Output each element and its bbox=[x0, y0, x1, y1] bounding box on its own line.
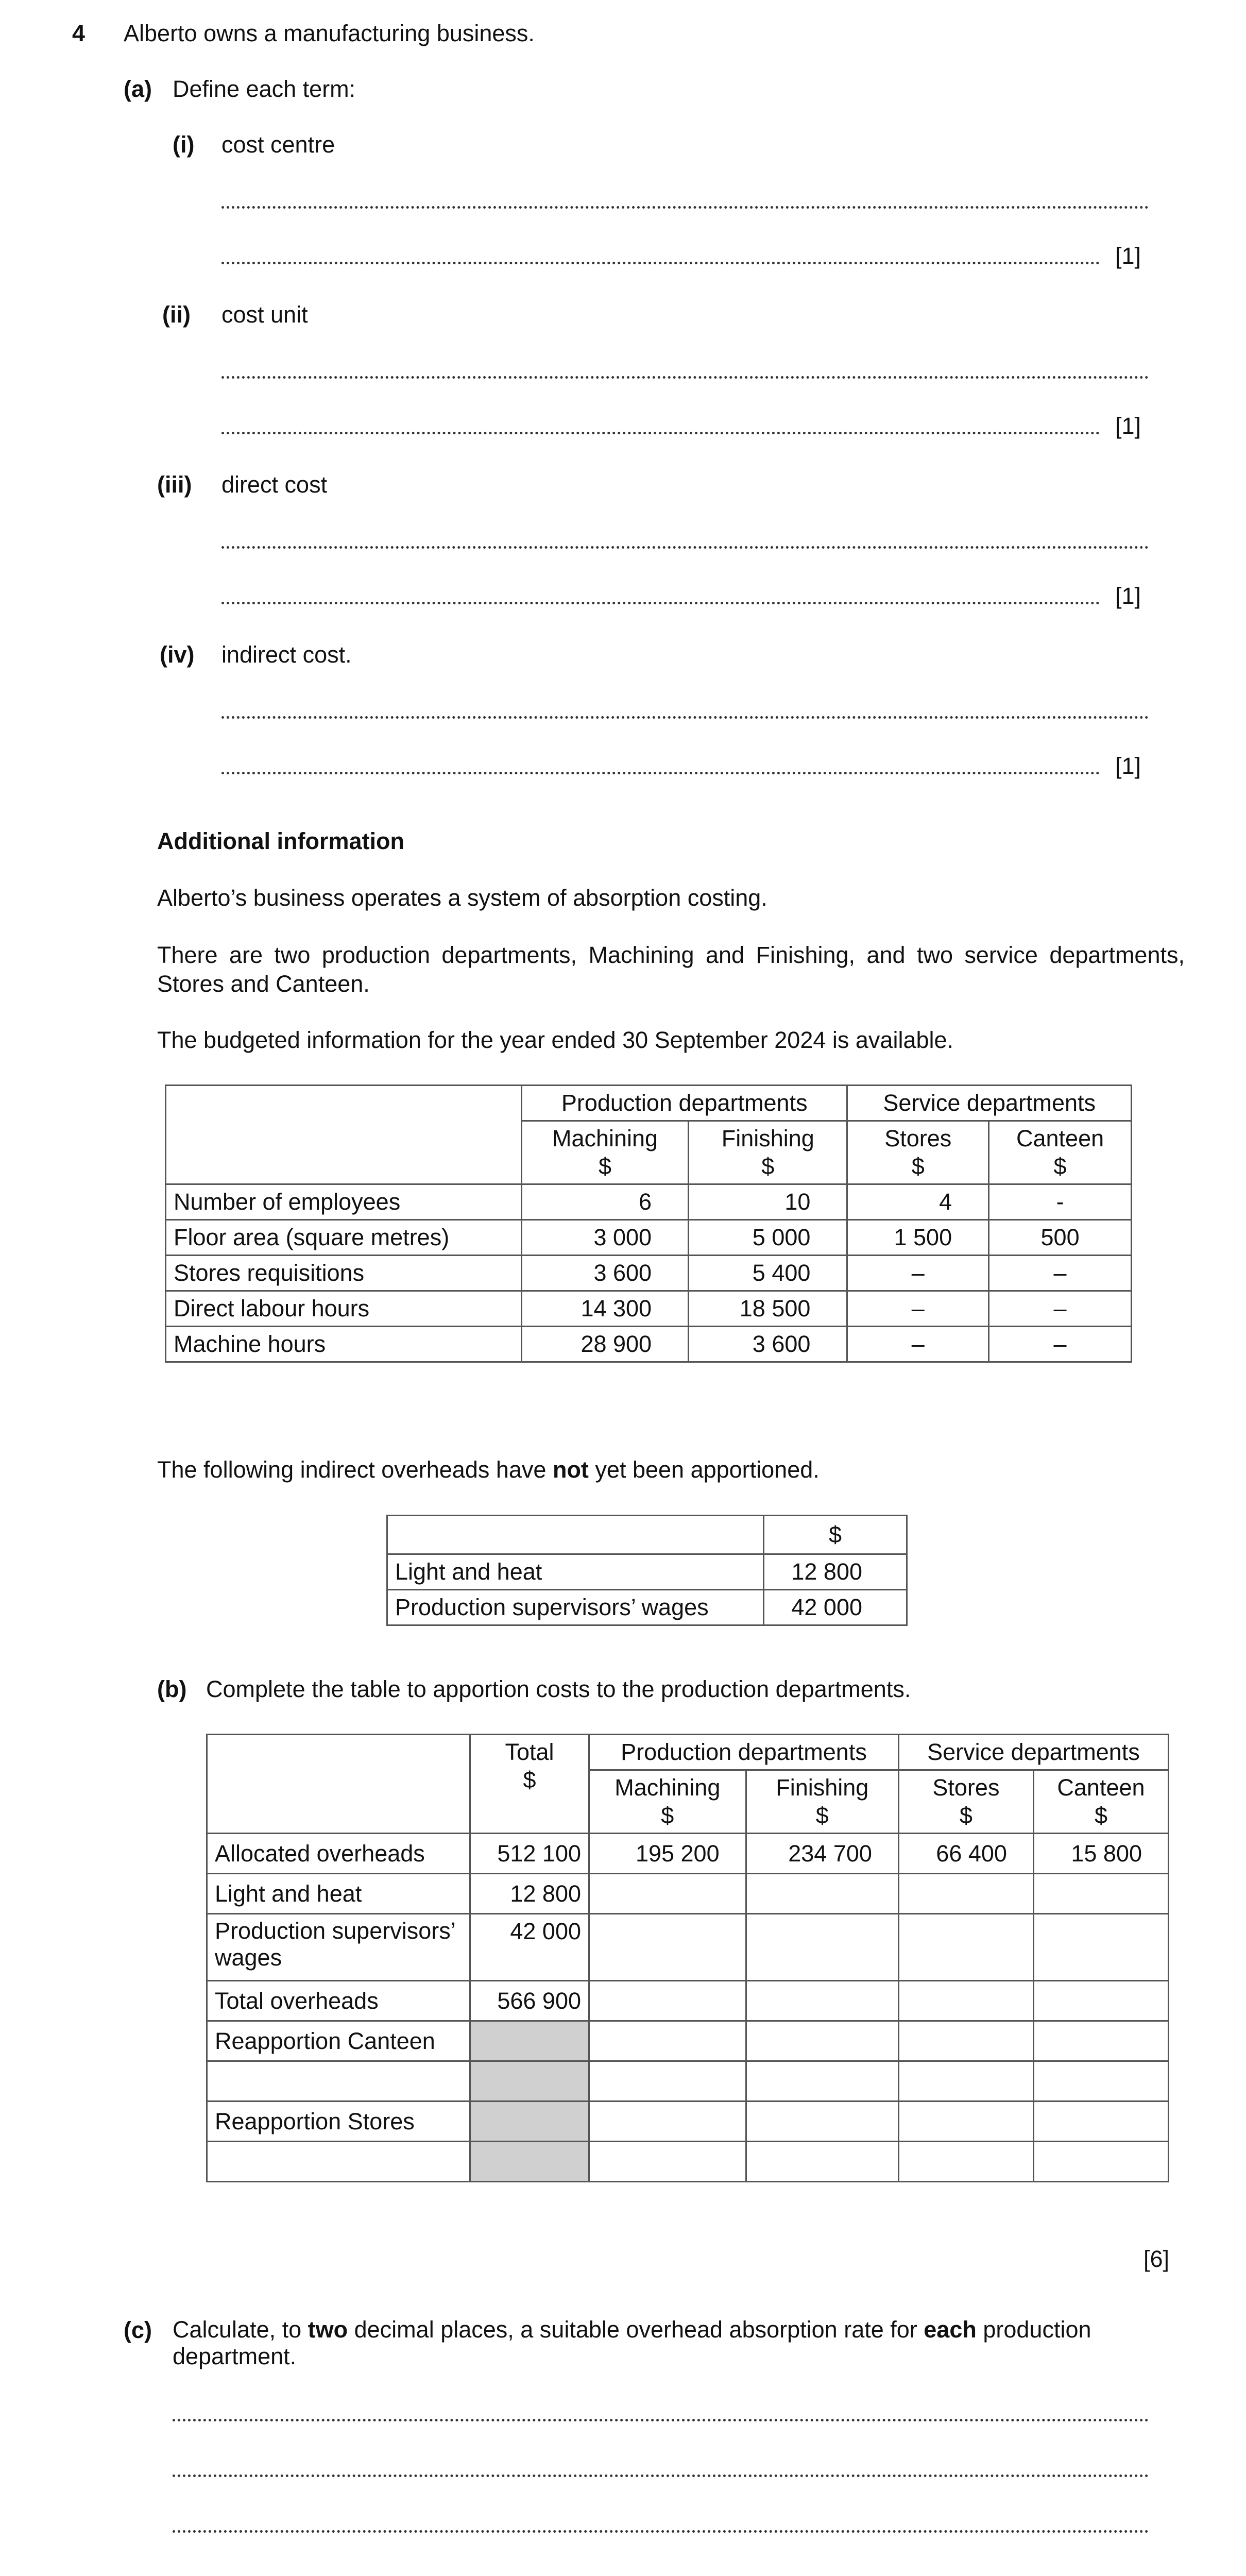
row-label: Reapportion Canteen bbox=[207, 2021, 470, 2061]
overheads-table bbox=[386, 1515, 908, 1626]
answer-line[interactable] bbox=[221, 772, 1100, 774]
answer-line[interactable] bbox=[221, 262, 1100, 264]
table-cell: 512 100 bbox=[470, 1834, 589, 1874]
shaded-cell bbox=[470, 2142, 589, 2182]
table-corner bbox=[207, 1735, 470, 1834]
answer-cell[interactable] bbox=[589, 2021, 746, 2061]
table-corner bbox=[166, 1086, 522, 1184]
answer-line[interactable] bbox=[173, 2530, 1149, 2533]
answer-cell[interactable] bbox=[898, 1914, 1033, 1981]
shaded-cell bbox=[470, 2021, 589, 2061]
table-cell: 14 300 bbox=[522, 1291, 689, 1327]
answer-cell[interactable] bbox=[589, 2102, 746, 2142]
answer-cell[interactable] bbox=[898, 1874, 1033, 1914]
table-column-header: Finishing $ bbox=[746, 1770, 898, 1834]
table-cell: 3 000 bbox=[522, 1220, 689, 1256]
answer-cell[interactable] bbox=[746, 2142, 898, 2182]
table-group-header: Service departments bbox=[847, 1086, 1132, 1121]
row-label: Reapportion Stores bbox=[207, 2102, 470, 2142]
table-row bbox=[207, 1874, 1169, 1914]
table-column-header: Canteen $ bbox=[1033, 1770, 1168, 1834]
part-a-iv-label: (iv) bbox=[160, 641, 195, 668]
table-row bbox=[207, 2102, 1169, 2142]
answer-line[interactable] bbox=[221, 602, 1100, 604]
table-row bbox=[166, 1327, 1132, 1362]
question-number: 4 bbox=[72, 20, 86, 46]
part-a-i-term: cost centre bbox=[221, 131, 335, 158]
part-b-text: Complete the table to apportion costs to the production departments. bbox=[206, 1676, 911, 1702]
row-label: Machine hours bbox=[166, 1327, 522, 1362]
table-cell: 5 000 bbox=[689, 1220, 847, 1256]
part-c-label: (c) bbox=[124, 2317, 152, 2343]
row-label: Total overheads bbox=[207, 1981, 470, 2021]
table-cell: 195 200 bbox=[589, 1834, 746, 1874]
row-label: Light and heat bbox=[387, 1554, 764, 1590]
part-a-iii-label: (iii) bbox=[157, 471, 192, 498]
answer-line[interactable] bbox=[221, 376, 1149, 379]
answer-cell[interactable] bbox=[746, 2061, 898, 2102]
answer-cell[interactable] bbox=[746, 2021, 898, 2061]
overheads-sentence: The following indirect overheads have not yet been apportioned. bbox=[157, 1456, 820, 1483]
table-cell: 66 400 bbox=[898, 1834, 1033, 1874]
table-cell: 28 900 bbox=[522, 1327, 689, 1362]
table-group-header: Production departments bbox=[522, 1086, 847, 1121]
answer-cell[interactable] bbox=[898, 2142, 1033, 2182]
answer-cell[interactable] bbox=[207, 2061, 470, 2102]
table-column-header: Machining $ bbox=[522, 1121, 689, 1184]
table-column-header: Stores $ bbox=[898, 1770, 1033, 1834]
shaded-cell bbox=[470, 2061, 589, 2102]
answer-cell[interactable] bbox=[898, 1981, 1033, 2021]
answer-line[interactable] bbox=[173, 2419, 1149, 2421]
table-column-header: Machining $ bbox=[589, 1770, 746, 1834]
answer-cell[interactable] bbox=[1033, 2021, 1168, 2061]
answer-cell[interactable] bbox=[589, 2061, 746, 2102]
table-cell: 18 500 bbox=[689, 1291, 847, 1327]
answer-cell[interactable] bbox=[1033, 1914, 1168, 1981]
part-a-ii-term: cost unit bbox=[221, 301, 308, 328]
table-row bbox=[207, 1834, 1169, 1874]
table-row bbox=[166, 1220, 1132, 1256]
answer-cell[interactable] bbox=[898, 2061, 1033, 2102]
table-cell: – bbox=[989, 1327, 1132, 1362]
mark-allocation: [1] bbox=[1115, 413, 1141, 439]
answer-line[interactable] bbox=[221, 716, 1149, 719]
mark-allocation: [1] bbox=[1115, 243, 1141, 269]
mark-allocation: [1] bbox=[1115, 583, 1141, 609]
row-label: Number of employees bbox=[166, 1184, 522, 1220]
answer-cell[interactable] bbox=[207, 2142, 470, 2182]
row-label: Production supervisors’ wages bbox=[387, 1590, 764, 1625]
table-cell: 1 500 bbox=[847, 1220, 989, 1256]
table-corner bbox=[387, 1516, 764, 1554]
table-group-header: Production departments bbox=[589, 1735, 899, 1770]
answer-cell[interactable] bbox=[746, 2102, 898, 2142]
answer-line[interactable] bbox=[221, 432, 1100, 434]
table-cell: – bbox=[847, 1327, 989, 1362]
table-cell: 3 600 bbox=[522, 1256, 689, 1291]
part-b-label: (b) bbox=[157, 1676, 187, 1702]
answer-line[interactable] bbox=[173, 2475, 1149, 2477]
table-row bbox=[207, 1981, 1169, 2021]
mark-allocation: [6] bbox=[1143, 2246, 1170, 2272]
answer-cell[interactable] bbox=[746, 1981, 898, 2021]
table-column-header: Finishing $ bbox=[689, 1121, 847, 1184]
table-column-header: Total $ bbox=[470, 1735, 589, 1834]
row-label: Floor area (square metres) bbox=[166, 1220, 522, 1256]
answer-cell[interactable] bbox=[1033, 1981, 1168, 2021]
table-row bbox=[166, 1184, 1132, 1220]
part-a-iv-term: indirect cost. bbox=[221, 641, 352, 668]
table-cell: – bbox=[989, 1291, 1132, 1327]
table-column-header: $ bbox=[764, 1516, 907, 1554]
table-column-header: Stores $ bbox=[847, 1121, 989, 1184]
info-paragraph: Alberto’s business operates a system of absorption costing. bbox=[157, 885, 767, 911]
table-cell: 234 700 bbox=[746, 1834, 898, 1874]
shaded-cell bbox=[470, 2102, 589, 2142]
table-row bbox=[387, 1554, 907, 1590]
answer-cell[interactable] bbox=[1033, 1874, 1168, 1914]
table-cell: 15 800 bbox=[1033, 1834, 1168, 1874]
table-cell: 3 600 bbox=[689, 1327, 847, 1362]
table-cell: 6 bbox=[522, 1184, 689, 1220]
part-c-text: Calculate, to two decimal places, a suitable overhead absorption rate for each production department. bbox=[173, 2316, 1091, 2369]
answer-cell[interactable] bbox=[898, 2021, 1033, 2061]
answer-line[interactable] bbox=[221, 546, 1149, 549]
table-row bbox=[166, 1256, 1132, 1291]
row-label: Stores requisitions bbox=[166, 1256, 522, 1291]
table-cell: 10 bbox=[689, 1184, 847, 1220]
answer-cell[interactable] bbox=[589, 1914, 746, 1981]
info-paragraph: The budgeted information for the year ended 30 September 2024 is available. bbox=[157, 1027, 954, 1053]
table-cell: 5 400 bbox=[689, 1256, 847, 1291]
table-row bbox=[207, 2142, 1169, 2182]
table-row bbox=[166, 1291, 1132, 1327]
answer-cell[interactable] bbox=[1033, 2061, 1168, 2102]
row-label: Production supervisors’ wages bbox=[207, 1914, 470, 1981]
part-a-ii-label: (ii) bbox=[162, 301, 191, 328]
table-cell: 566 900 bbox=[470, 1981, 589, 2021]
answer-cell[interactable] bbox=[589, 1874, 746, 1914]
table-group-header: Service departments bbox=[898, 1735, 1168, 1770]
answer-cell[interactable] bbox=[589, 2142, 746, 2182]
part-a-iii-term: direct cost bbox=[221, 471, 328, 498]
answer-line[interactable] bbox=[221, 206, 1149, 209]
table-cell: – bbox=[847, 1291, 989, 1327]
table-cell: 12 800 bbox=[764, 1554, 907, 1590]
part-a-label: (a) bbox=[124, 76, 152, 102]
answer-cell[interactable] bbox=[746, 1914, 898, 1981]
table-cell: – bbox=[847, 1256, 989, 1291]
table-column-header: Canteen $ bbox=[989, 1121, 1132, 1184]
part-a-i-label: (i) bbox=[173, 131, 195, 158]
table-row bbox=[207, 2021, 1169, 2061]
info-paragraph: There are two production departments, Machining and Finishing, and two service departments, Stores and Canteen. bbox=[157, 942, 1185, 997]
table-cell: 12 800 bbox=[470, 1874, 589, 1914]
row-label: Direct labour hours bbox=[166, 1291, 522, 1327]
table-cell: 500 bbox=[989, 1220, 1132, 1256]
table-cell: 42 000 bbox=[470, 1914, 589, 1981]
row-label: Light and heat bbox=[207, 1874, 470, 1914]
table-cell: – bbox=[989, 1256, 1132, 1291]
question-intro: Alberto owns a manufacturing business. bbox=[124, 20, 535, 46]
answer-cell[interactable] bbox=[898, 2102, 1033, 2142]
table-row bbox=[207, 2061, 1169, 2102]
table-row bbox=[207, 1914, 1169, 1981]
answer-cell[interactable] bbox=[1033, 2142, 1168, 2182]
apportionment-table bbox=[206, 1734, 1169, 2182]
table-cell: 4 bbox=[847, 1184, 989, 1220]
table-cell: - bbox=[989, 1184, 1132, 1220]
budget-table bbox=[165, 1084, 1132, 1363]
row-label: Allocated overheads bbox=[207, 1834, 470, 1874]
answer-cell[interactable] bbox=[589, 1981, 746, 2021]
part-a-text: Define each term: bbox=[173, 76, 356, 102]
table-row bbox=[387, 1590, 907, 1625]
answer-cell[interactable] bbox=[1033, 2102, 1168, 2142]
mark-allocation: [1] bbox=[1115, 753, 1141, 779]
table-cell: 42 000 bbox=[764, 1590, 907, 1625]
info-heading: Additional information bbox=[157, 828, 404, 854]
answer-cell[interactable] bbox=[746, 1874, 898, 1914]
